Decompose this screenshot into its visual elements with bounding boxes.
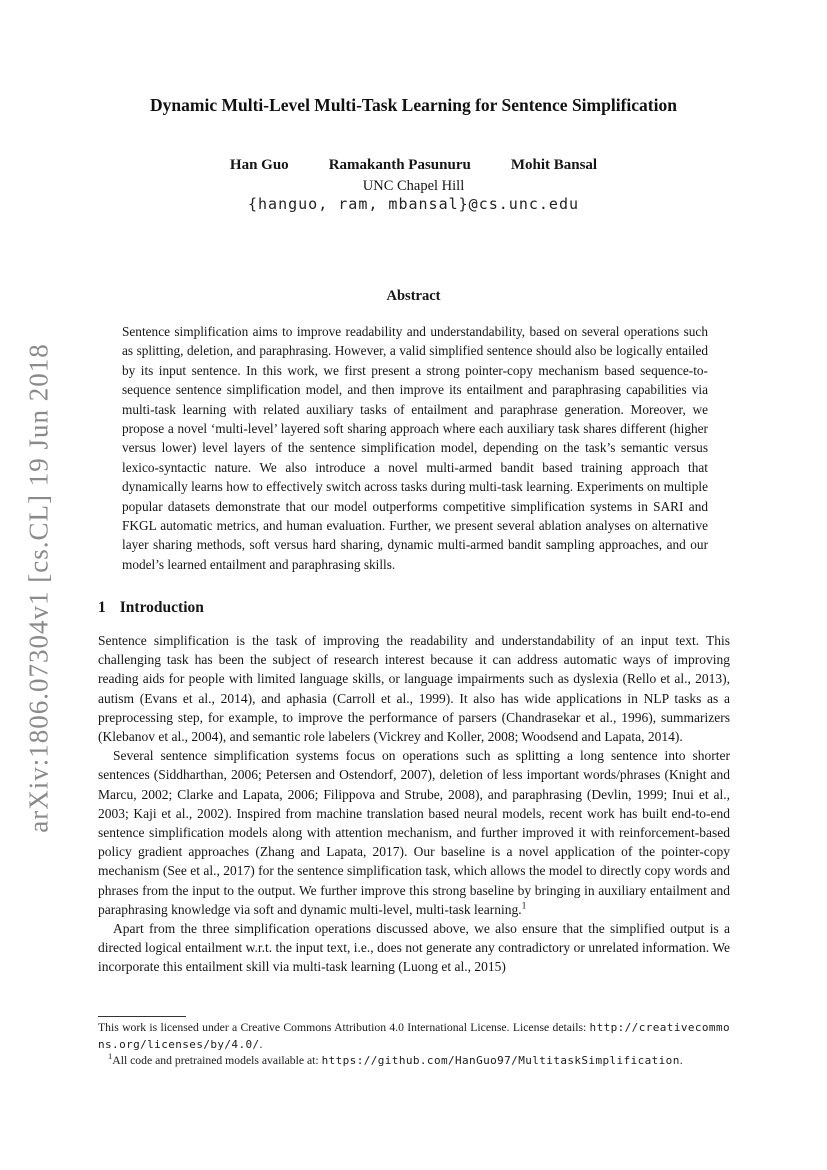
section-number: 1 — [98, 599, 106, 616]
paragraph-text: Apart from the three simplification operations discussed above, we also ensure that the simplified output is a directed logical entailment w.r.t. the input text, i.e., does not generate any contradictory or unrelated information. We incorporate this entailment skill via multi-task learning (Luong et al., 2015) — [98, 921, 730, 975]
footnote-marker: 1 — [108, 1051, 113, 1062]
license-url-link[interactable]: http://creativecommons.org/licenses/by/4.0/ — [98, 1021, 730, 1051]
license-text: This work is licensed under a Creative Commons Attribution 4.0 International License. License details: — [98, 1021, 590, 1034]
abstract-heading: Abstract — [386, 288, 441, 304]
code-note-text: All code and pretrained models available at: — [112, 1054, 322, 1067]
email-line: {hanguo, ram, mbansal}@cs.unc.edu — [247, 195, 579, 213]
footnote-rule — [98, 1016, 186, 1017]
section-heading-introduction — [98, 599, 204, 617]
paragraph-text: Several sentence simplification systems focus on operations such as splitting a long sentence into shorter sentences (Siddharthan, 2006; Petersen and Ostendorf, 2007), deletion of less important words/phrases (Knight and Marcu, 2002; Clarke and Lapata, 2006; Filippova and Strube, 2008), and paraphrasing (Devlin, 1999; Inui et al., 2003; Kaji et al., 2002). Inspired from machine translation based neural models, recent work has built end-to-end sentence simplification models along with attention mechanism, and further improved it with reinforcement-based policy gradient approaches (Zhang and Lapata, 2017). Our baseline is a novel application of the pointer-copy mechanism (See et al., 2017) for the sentence simplification task, which allows the model to directly copy words and phrases from the input to the output. We further improve this strong baseline by bringing in auxiliary entailment and paraphrasing knowledge via soft and dynamic multi-level, multi-task learning. — [98, 748, 730, 917]
intro-paragraph-3 — [98, 919, 730, 977]
paper-title: Dynamic Multi-Level Multi-Task Learning for Sentence Simplification — [150, 95, 677, 115]
code-note-suffix: . — [679, 1054, 683, 1067]
author-han-guo: Han Guo — [229, 157, 289, 173]
abstract-text: Sentence simplification aims to improve readability and understandability, based on several operations such as splitting, deletion, and paraphrasing. However, a valid simplified sentence should also be logically entailed by its input sentence. In this work, we first present a strong pointer-copy mechanism based sequence-to-sequence sentence simplification model, and then improve its entailment and paraphrasing capabilities via multi-task learning with related auxiliary tasks of entailment and paraphrase generation. Moreover, we propose a novel ‘multi-level’ layered soft sharing approach where each auxiliary task shares different (higher versus lower) level layers of the sentence simplification model, depending on the task’s semantic versus lexico-syntactic nature. We also introduce a novel multi-armed bandit based training approach that dynamically learns how to effectively switch across tasks during multi-task learning. Experiments on multiple popular datasets demonstrate that our model outperforms competitive simplification systems in SARI and FKGL automatic metrics, and human evaluation. Further, we present several ablation analyses on alternative layer sharing methods, soft versus hard sharing, dynamic multi-armed bandit sampling approaches, and our model’s learned entailment and paraphrasing skills. — [122, 324, 708, 572]
affiliation: UNC Chapel Hill — [362, 178, 465, 194]
author-ramakanth-pasunuru: Ramakanth Pasunuru — [328, 157, 471, 173]
intro-paragraph-1 — [98, 631, 730, 746]
section-title: Introduction — [119, 599, 204, 616]
arxiv-watermark: arXiv:1806.07304v1 [cs.CL] 19 Jun 2018 — [23, 343, 54, 833]
github-url-link[interactable]: https://github.com/HanGuo97/MultitaskSimplification — [321, 1054, 680, 1067]
code-availability-note — [98, 1053, 730, 1070]
license-note — [98, 1020, 730, 1053]
author-list — [0, 157, 827, 174]
footnote-reference[interactable]: 1 — [521, 901, 527, 912]
author-mohit-bansal: Mohit Bansal — [510, 157, 598, 173]
intro-paragraph-2 — [98, 746, 730, 919]
footnotes — [98, 1020, 730, 1070]
introduction-body — [98, 631, 730, 977]
license-suffix: . — [259, 1037, 263, 1051]
paragraph-text: Sentence simplification is the task of improving the readability and understandability of an input text. This challenging task has been the subject of research interest because it can address automatic ways of improving reading aids for people with limited language skills, or language impairments such as dyslexia (Rello et al., 2013), autism (Evans et al., 2014), and aphasia (Carroll et al., 1999). It also has wide applications in NLP tasks as a preprocessing step, for example, to improve the performance of parsers (Chandrasekar et al., 1996), summarizers (Klebanov et al., 2004), and semantic role labelers (Vickrey and Koller, 2008; Woodsend and Lapata, 2014). — [98, 633, 730, 745]
